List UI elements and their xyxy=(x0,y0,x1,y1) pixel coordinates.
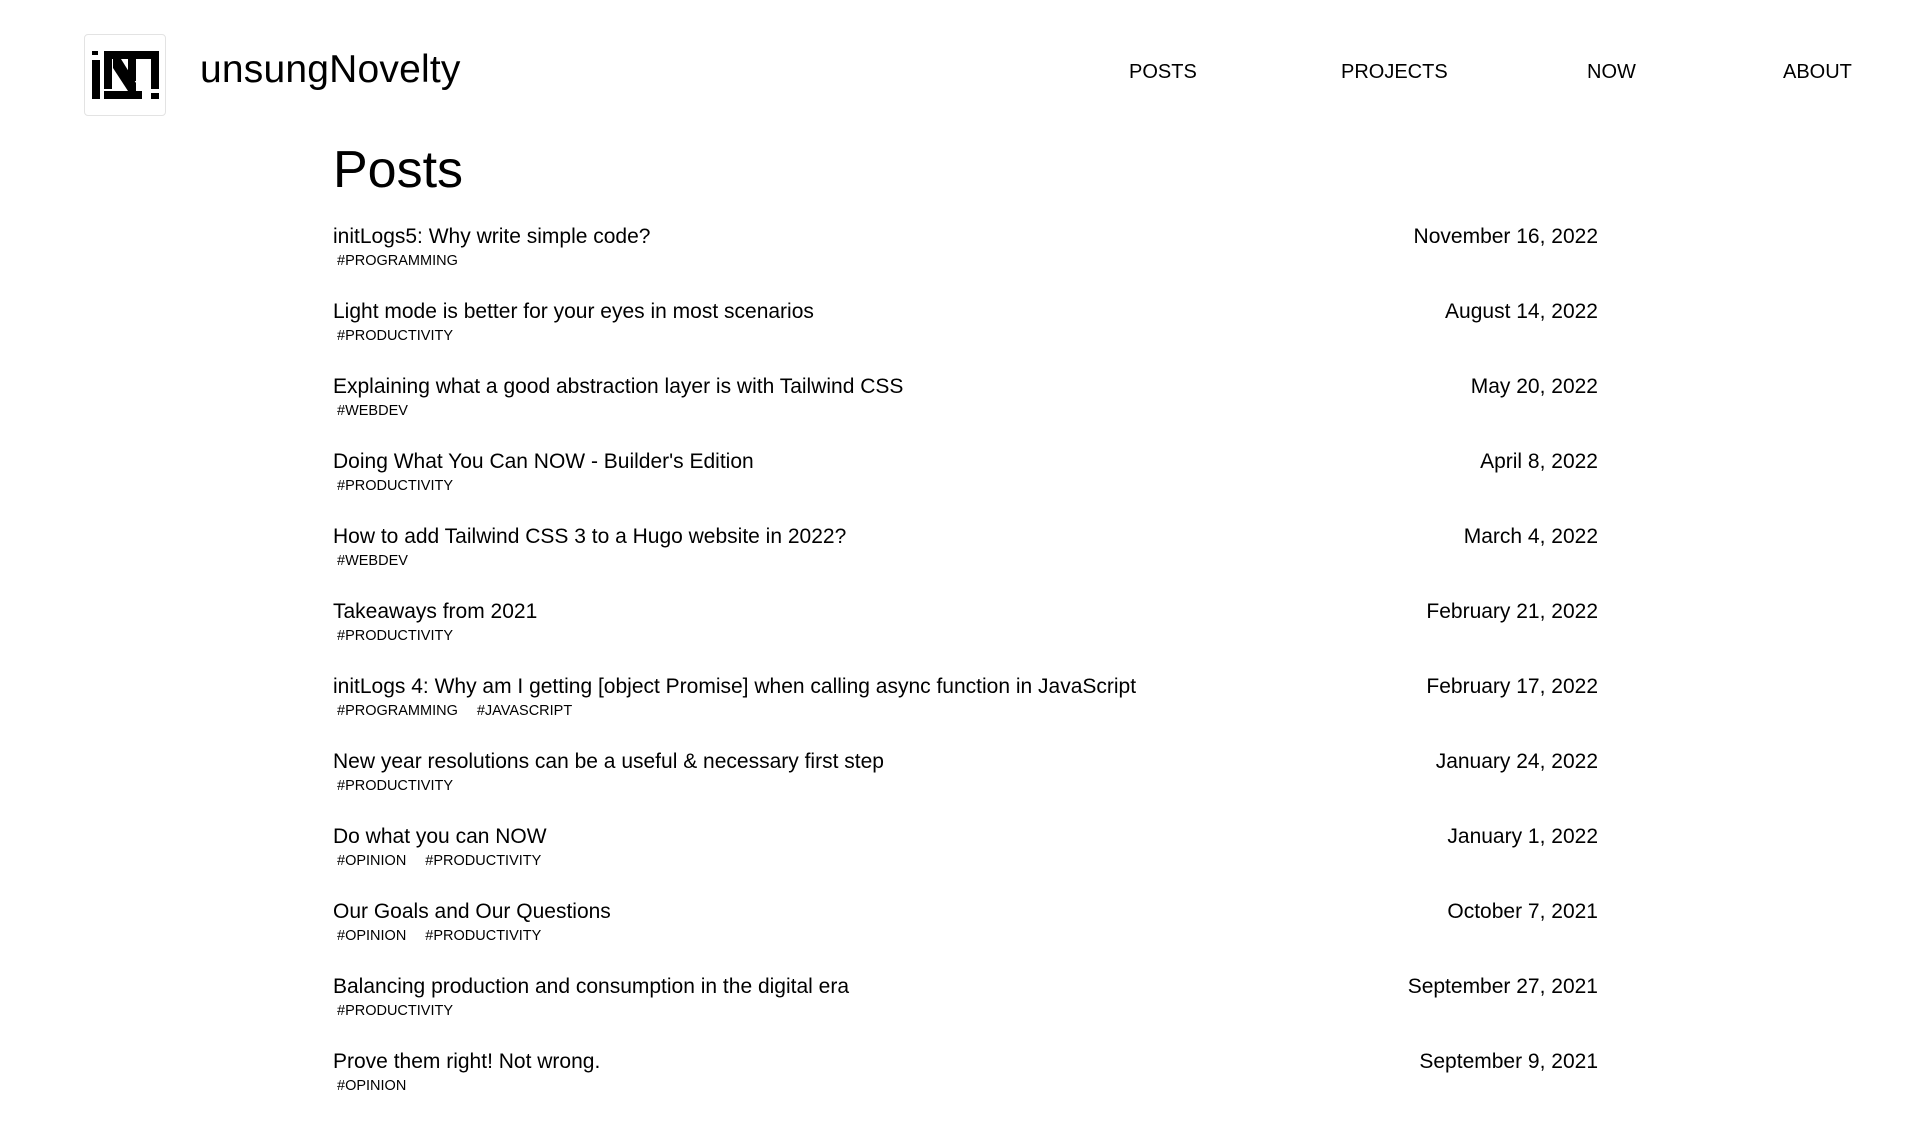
post-tags xyxy=(337,702,591,720)
page-title: Posts xyxy=(333,141,464,199)
nav-projects[interactable]: PROJECTS xyxy=(1341,61,1448,83)
post-title-link[interactable]: initLogs 4: Why am I getting [object Promise] when calling async function in JavaScript xyxy=(333,675,1137,698)
post-item xyxy=(333,822,1598,897)
tag-link[interactable]: #JAVASCRIPT xyxy=(476,703,573,719)
post-item xyxy=(333,972,1598,1047)
tag-link[interactable]: #PRODUCTIVITY xyxy=(337,1003,454,1019)
post-item xyxy=(333,597,1598,672)
post-tags xyxy=(337,777,472,795)
post-title-link[interactable]: Prove them right! Not wrong. xyxy=(333,1050,601,1073)
post-date: October 7, 2021 xyxy=(1447,900,1598,923)
post-tags xyxy=(337,927,560,945)
post-tags xyxy=(337,627,472,645)
main-nav xyxy=(0,58,1920,86)
post-title-link[interactable]: Explaining what a good abstraction layer is with Tailwind CSS xyxy=(333,375,904,398)
post-date: September 27, 2021 xyxy=(1407,975,1598,998)
tag-link[interactable]: #PRODUCTIVITY xyxy=(337,778,454,794)
tag-link[interactable]: #OPINION xyxy=(337,1078,407,1094)
post-item xyxy=(333,747,1598,822)
post-tags xyxy=(337,402,427,420)
post-tags xyxy=(337,252,477,270)
tag-link[interactable]: #WEBDEV xyxy=(337,403,408,419)
tag-link[interactable]: #PROGRAMMING xyxy=(337,703,458,719)
tag-link[interactable]: #PRODUCTIVITY xyxy=(337,628,454,644)
tag-link[interactable]: #OPINION xyxy=(337,928,407,944)
post-title-link[interactable]: Our Goals and Our Questions xyxy=(333,900,611,923)
post-item xyxy=(333,897,1598,972)
tag-link[interactable]: #PRODUCTIVITY xyxy=(337,478,454,494)
site-header xyxy=(0,0,1920,140)
site-name[interactable]: unsungNovelty xyxy=(200,48,461,91)
post-title-link[interactable]: How to add Tailwind CSS 3 to a Hugo website in 2022? xyxy=(333,525,847,548)
post-title-link[interactable]: New year resolutions can be a useful & necessary first step xyxy=(333,750,884,773)
post-date: February 21, 2022 xyxy=(1426,600,1598,623)
tag-link[interactable]: #PRODUCTIVITY xyxy=(425,928,542,944)
post-title-link[interactable]: Takeaways from 2021 xyxy=(333,600,538,623)
nav-about[interactable]: ABOUT xyxy=(1783,61,1852,83)
tag-link[interactable]: #PROGRAMMING xyxy=(337,253,458,269)
post-date: November 16, 2022 xyxy=(1413,225,1598,248)
post-title-link[interactable]: Balancing production and consumption in the digital era xyxy=(333,975,850,998)
post-tags xyxy=(337,852,560,870)
tag-link[interactable]: #WEBDEV xyxy=(337,553,408,569)
post-tags xyxy=(337,477,472,495)
post-title-link[interactable]: Doing What You Can NOW - Builder's Edition xyxy=(333,450,754,473)
nav-now[interactable]: NOW xyxy=(1587,61,1636,83)
tag-link[interactable]: #PRODUCTIVITY xyxy=(337,328,454,344)
tag-link[interactable]: #OPINION xyxy=(337,853,407,869)
post-item xyxy=(333,297,1598,372)
post-list xyxy=(333,222,1598,1122)
nav-posts[interactable]: POSTS xyxy=(1129,61,1197,83)
post-date: September 9, 2021 xyxy=(1419,1050,1598,1073)
post-item xyxy=(333,672,1598,747)
post-tags xyxy=(337,1002,472,1020)
post-item xyxy=(333,222,1598,297)
post-tags xyxy=(337,552,427,570)
tag-link[interactable]: #PRODUCTIVITY xyxy=(425,853,542,869)
post-date: January 24, 2022 xyxy=(1435,750,1598,773)
post-tags xyxy=(337,327,472,345)
post-item xyxy=(333,522,1598,597)
post-item xyxy=(333,1047,1598,1122)
post-date: May 20, 2022 xyxy=(1470,375,1598,398)
post-date: January 1, 2022 xyxy=(1447,825,1598,848)
post-title-link[interactable]: Light mode is better for your eyes in most scenarios xyxy=(333,300,814,323)
post-date: August 14, 2022 xyxy=(1445,300,1598,323)
post-item xyxy=(333,372,1598,447)
post-date: February 17, 2022 xyxy=(1426,675,1598,698)
post-item xyxy=(333,447,1598,522)
post-title-link[interactable]: initLogs5: Why write simple code? xyxy=(333,225,651,248)
post-date: March 4, 2022 xyxy=(1463,525,1598,548)
post-title-link[interactable]: Do what you can NOW xyxy=(333,825,547,848)
post-date: April 8, 2022 xyxy=(1480,450,1598,473)
